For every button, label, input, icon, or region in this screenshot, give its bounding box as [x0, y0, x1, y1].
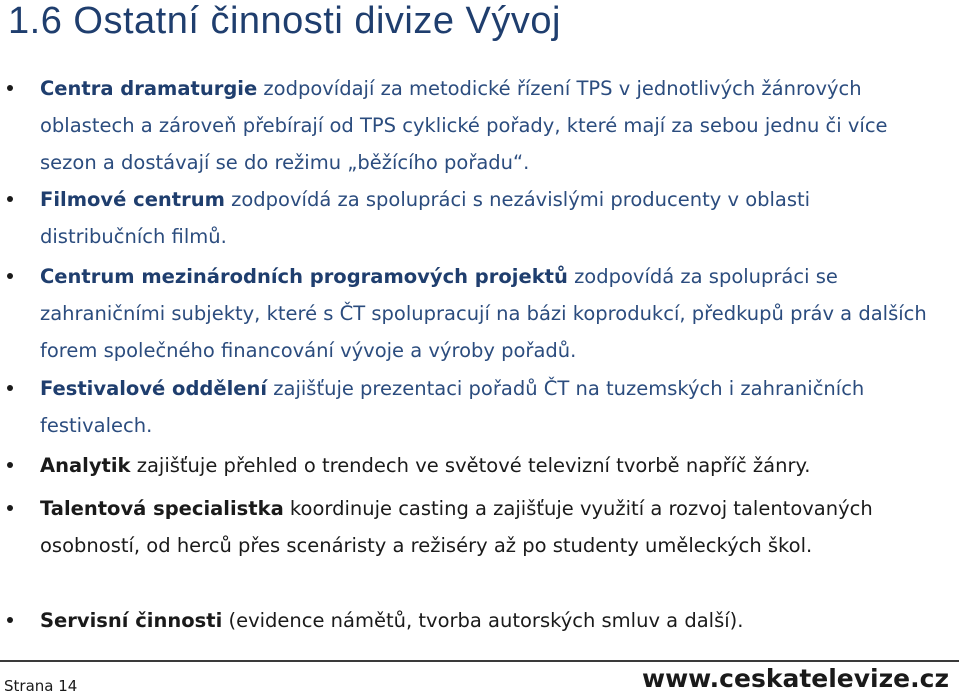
footer-divider: [0, 660, 959, 662]
bullet-dot-icon: [7, 462, 13, 468]
bullet-text: koordinuje casting a zajišťuje využití a rozvoj talentovaných osobností, od herců přes scenáristy a režiséry až po studenty uměleckých škol.: [40, 497, 873, 557]
bullet-dot-icon: [7, 617, 13, 623]
bullet-text: zodpovídají za metodické řízení TPS v jednotlivých žánrových oblastech a zároveň přebírají od TPS cyklické pořady, které mají za sebou jednu či více sezon a dostávají se do režimu „běžícího pořadu“.: [40, 77, 888, 174]
bullet-lead: Centra dramaturgie: [40, 77, 258, 100]
bullet-filmove-centrum: [40, 181, 940, 255]
bullet-centra-dramaturgie: [40, 70, 940, 181]
page-number: Strana 14: [4, 677, 78, 695]
bullet-dot-icon: [7, 85, 13, 91]
bullet-analytik: [40, 447, 940, 484]
bullet-servisni-cinnosti: [40, 602, 940, 639]
bullet-text: zajišťuje přehled o trendech ve světové televizní tvorbě napříč žánry.: [130, 454, 811, 477]
bullet-festivalove-oddeleni: [40, 370, 940, 444]
bullet-text: (evidence námětů, tvorba autorských smluv a další).: [222, 609, 744, 632]
bullet-lead: Analytik: [40, 454, 131, 477]
bullet-text: zodpovídá za spolupráci s nezávislými producenty v oblasti distribučních filmů.: [40, 188, 811, 248]
bullet-centrum-mezinarodnich: [40, 258, 940, 369]
bullet-dot-icon: [7, 385, 13, 391]
bullet-text: zajišťuje prezentaci pořadů ČT na tuzemských i zahraničních festivalech.: [40, 377, 865, 437]
bullet-lead: Festivalové oddělení: [40, 377, 268, 400]
bullet-dot-icon: [7, 273, 13, 279]
bullet-text: zodpovídá za spolupráci se zahraničními subjekty, které s ČT spolupracují na bázi koprodukcí, předkupů práv a dalších forem společného financování vývoje a výroby pořadů.: [40, 265, 927, 362]
bullet-lead: Centrum mezinárodních programových projektů: [40, 265, 568, 288]
website-link[interactable]: www.ceskatelevize.cz: [641, 664, 949, 693]
bullet-talentova-specialistka: [40, 490, 940, 564]
bullet-lead: Talentová specialistka: [40, 497, 284, 520]
bullet-dot-icon: [7, 505, 13, 511]
bullet-lead: Filmové centrum: [40, 188, 225, 211]
page-title: 1.6 Ostatní činnosti divize Vývoj: [8, 0, 561, 42]
bullet-lead: Servisní činnosti: [40, 609, 223, 632]
bullet-dot-icon: [7, 196, 13, 202]
